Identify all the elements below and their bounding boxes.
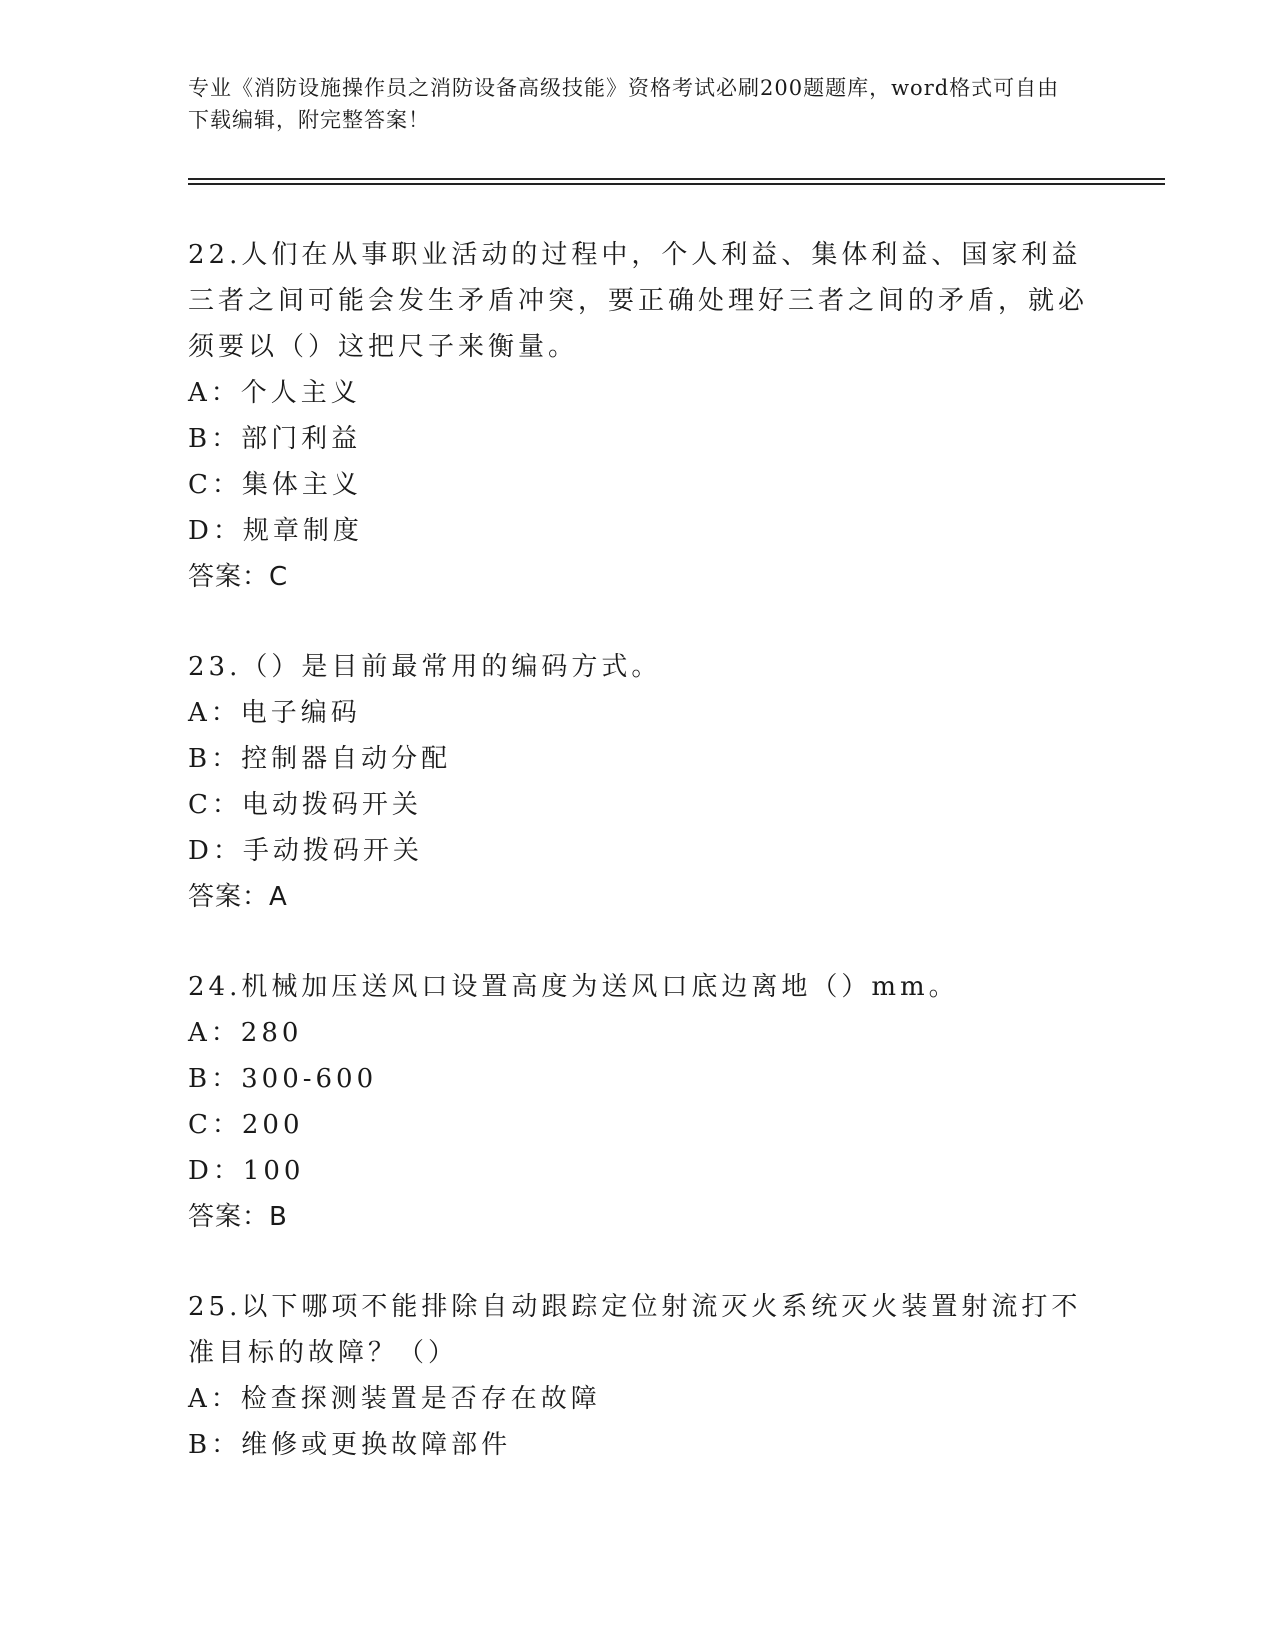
option-d: D：手动拨码开关 xyxy=(188,836,423,866)
option-d: D：规章制度 xyxy=(188,516,363,546)
option-d: D：100 xyxy=(188,1156,305,1186)
document-intro: 专业《消防设施操作员之消防设备高级技能》资格考试必刷200题题库，word格式可自由下载编辑，附完整答案！ xyxy=(188,76,1060,132)
option-b: B：部门利益 xyxy=(188,424,362,454)
option-b: B：300-600 xyxy=(188,1064,378,1094)
question-stem: 25.以下哪项不能排除自动跟踪定位射流灭火系统灭火装置射流打不准目标的故障？（） xyxy=(188,1292,1082,1368)
option-c: C：电动拨码开关 xyxy=(188,790,422,820)
question-stem: 24.机械加压送风口设置高度为送风口底边离地（）mm。 xyxy=(188,972,959,1002)
answer-line: 答案：C xyxy=(188,562,289,592)
option-b: B：维修或更换故障部件 xyxy=(188,1430,512,1460)
option-c: C：200 xyxy=(188,1110,304,1140)
header-divider-bottom xyxy=(188,183,1165,185)
answer-line: 答案：A xyxy=(188,882,288,912)
question-stem: 23.（）是目前最常用的编码方式。 xyxy=(188,652,662,682)
question-stem: 22.人们在从事职业活动的过程中，个人利益、集体利益、国家利益三者之间可能会发生矛盾冲突，要正确处理好三者之间的矛盾，就必须要以（）这把尺子来衡量。 xyxy=(188,240,1089,362)
question-23 xyxy=(188,644,1088,920)
option-a: A：电子编码 xyxy=(188,698,361,728)
option-a: A：280 xyxy=(188,1018,303,1048)
option-a: A：检查探测装置是否存在故障 xyxy=(188,1384,601,1414)
option-b: B：控制器自动分配 xyxy=(188,744,452,774)
option-a: A：个人主义 xyxy=(188,378,361,408)
question-22 xyxy=(188,232,1088,600)
answer-line: 答案：B xyxy=(188,1202,288,1232)
option-c: C：集体主义 xyxy=(188,470,362,500)
question-list xyxy=(188,232,1088,1512)
question-25 xyxy=(188,1284,1088,1468)
header-divider-top xyxy=(188,178,1165,180)
question-24 xyxy=(188,964,1088,1240)
